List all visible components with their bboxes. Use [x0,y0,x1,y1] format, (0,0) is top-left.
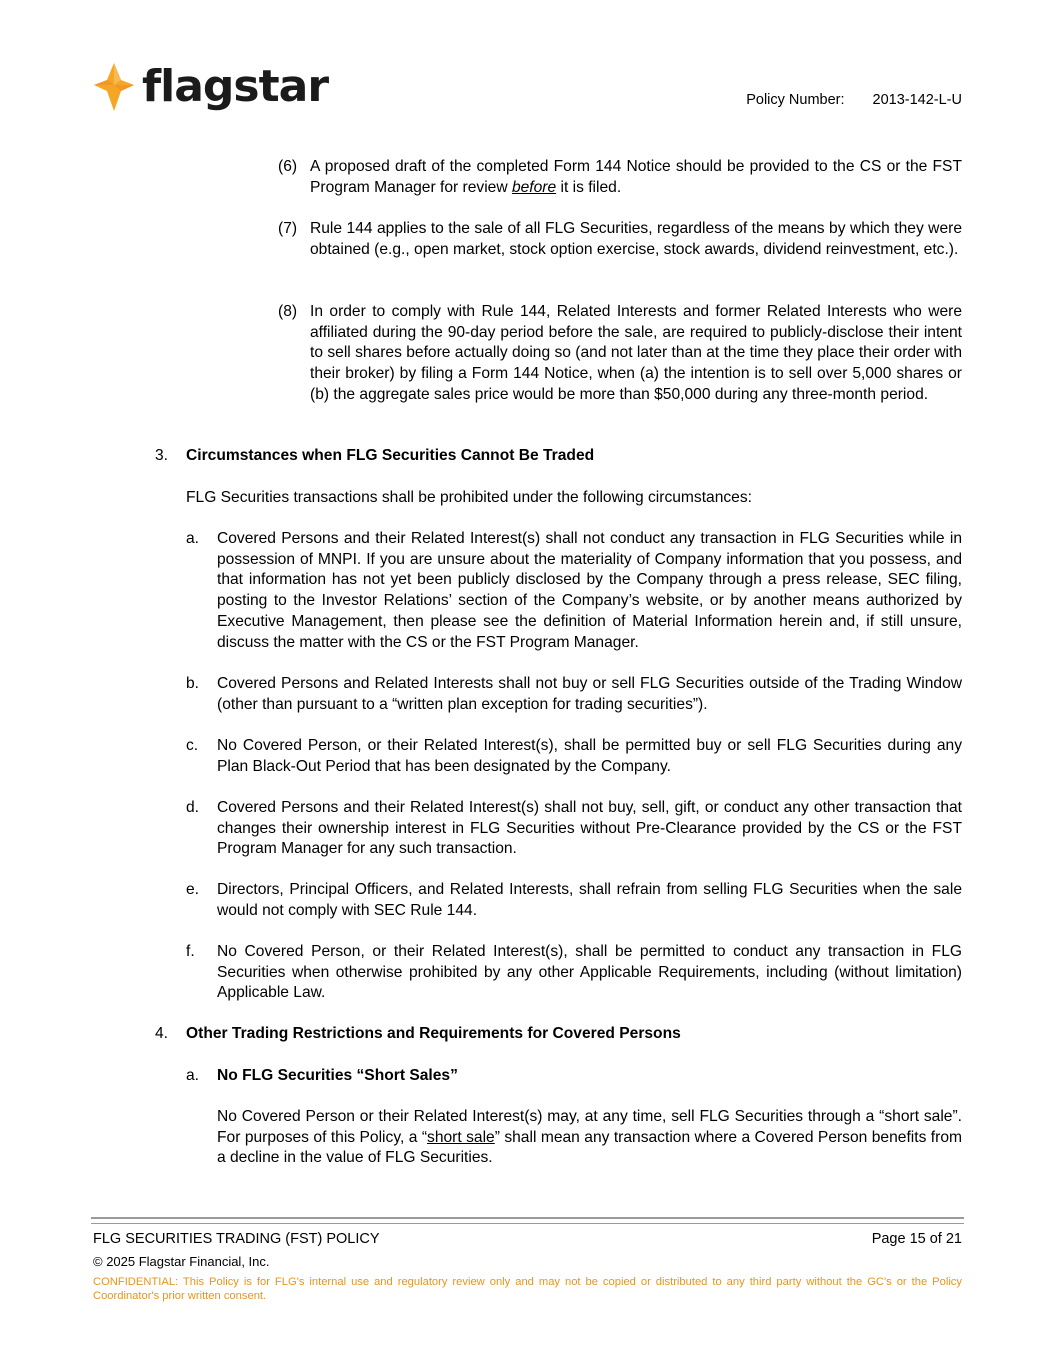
list-item [186,674,962,715]
section-title: Other Trading Restrictions and Requirements for Covered Persons [186,1025,681,1042]
list-item [186,942,962,1004]
list-item [186,798,962,860]
item-text: No Covered Person, or their Related Interest(s), shall be permitted buy or sell FLG Securities during any Plan Black-Out Period that has been designated by the Company. [217,737,962,775]
item-text: No Covered Person, or their Related Interest(s), shall be permitted to conduct any transaction in FLG Securities when otherwise prohibited by any other Applicable Requirements, including (without limitation) Applicable Law. [217,943,962,1002]
footer-copyright: © 2025 Flagstar Financial, Inc. [93,1254,270,1269]
emphasis-text: before [511,178,557,196]
list-item [186,880,962,921]
subsection-body: No Covered Person or their Related Interest(s) may, at any time, sell FLG Securities through a “short sale”. For purposes of this Policy, a “short sale” shall mean any transaction where a Covered Person benefits from a decline in the value of FLG Securities. [217,1108,962,1167]
item-letter: c. [186,737,199,754]
item-letter: b. [186,675,200,692]
item-letter: e. [186,881,200,898]
list-item [186,736,962,777]
flagstar-logo [92,60,328,114]
policy-number-label: Policy Number: [746,92,845,108]
subsection-heading [186,1066,962,1087]
subsection-title: No FLG Securities “Short Sales” [217,1067,458,1084]
list-item [186,529,962,653]
list-item [278,302,962,406]
item-letter: a. [186,530,200,547]
flagstar-star-icon [92,61,136,113]
section-number: 4. [155,1025,169,1042]
defined-term: short sale [427,1128,495,1146]
footer-confidential-notice: CONFIDENTIAL: This Policy is for FLG's internal use and regulatory review only and may not be copied or distributed to any third party without the GC's or the Policy Coordinator's prior written consent. [93,1276,962,1302]
item-text: Rule 144 applies to the sale of all FLG Securities, regardless of the means by which they were obtained (e.g., open market, stock option exercise, stock awards, dividend reinvestment, etc.). [310,220,962,258]
policy-number-value: 2013-142-L-U [872,92,962,108]
item-letter: f. [186,943,195,960]
logo-text: flagstar [142,61,329,112]
item-number: (6) [278,158,298,175]
item-number: (7) [278,220,298,237]
footer-page-number: Page 15 of 21 [871,1231,962,1247]
item-text: In order to comply with Rule 144, Related Interests and former Related Interests who were affiliated during the 90-day period before the sale, are required to publicly-disclose their intent to sell shares before actually doing so (and not later than at the time they place their order with their broker) by filing a Form 144 Notice, when (a) the intention is to sell over 5,000 shares or (b) the aggregate sales price would be more than $50,000 during any three-month period. [310,303,962,403]
item-letter: a. [186,1067,200,1084]
item-text: Directors, Principal Officers, and Related Interests, shall refrain from selling FLG Securities when the sale would not comply with SEC Rule 144. [217,881,962,919]
list-item [278,219,962,260]
item-text: A proposed draft of the completed Form 144 Notice should be provided to the CS or the FST Program Manager for review before it is filed. [310,158,962,196]
footer-divider [91,1217,964,1224]
section-number: 3. [155,447,169,464]
list-item [278,157,962,198]
item-text: Covered Persons and their Related Interest(s) shall not conduct any transaction in FLG Securities while in possession of MNPI. If you are unsure about the materiality of Company information that you possess, and that information has not yet been publicly disclosed by the Company through a press release, SEC filing, posting to the Investor Relations’ section of the Company’s website, or by another means authorized by Executive Management, then please see the definition of Material Information herein and, if still unsure, discuss the matter with the CS or the FST Program Manager. [217,530,962,651]
policy-number [746,90,962,111]
section-intro: FLG Securities transactions shall be prohibited under the following circumstances: [186,489,752,506]
footer-policy-title: FLG SECURITIES TRADING (FST) POLICY [93,1231,380,1247]
item-number: (8) [278,303,298,320]
section-title: Circumstances when FLG Securities Cannot Be Traded [186,447,595,464]
item-text: Covered Persons and Related Interests shall not buy or sell FLG Securities outside of the Trading Window (other than pursuant to a “written plan exception for trading securities”). [217,675,962,713]
section-heading [155,1024,962,1045]
item-text: Covered Persons and their Related Interest(s) shall not buy, sell, gift, or conduct any other transaction that changes their ownership interest in FLG Securities without Pre-Clearance provided by the CS or the FST Program Manager for any such transaction. [217,799,962,858]
item-letter: d. [186,799,200,816]
section-heading [155,446,962,467]
